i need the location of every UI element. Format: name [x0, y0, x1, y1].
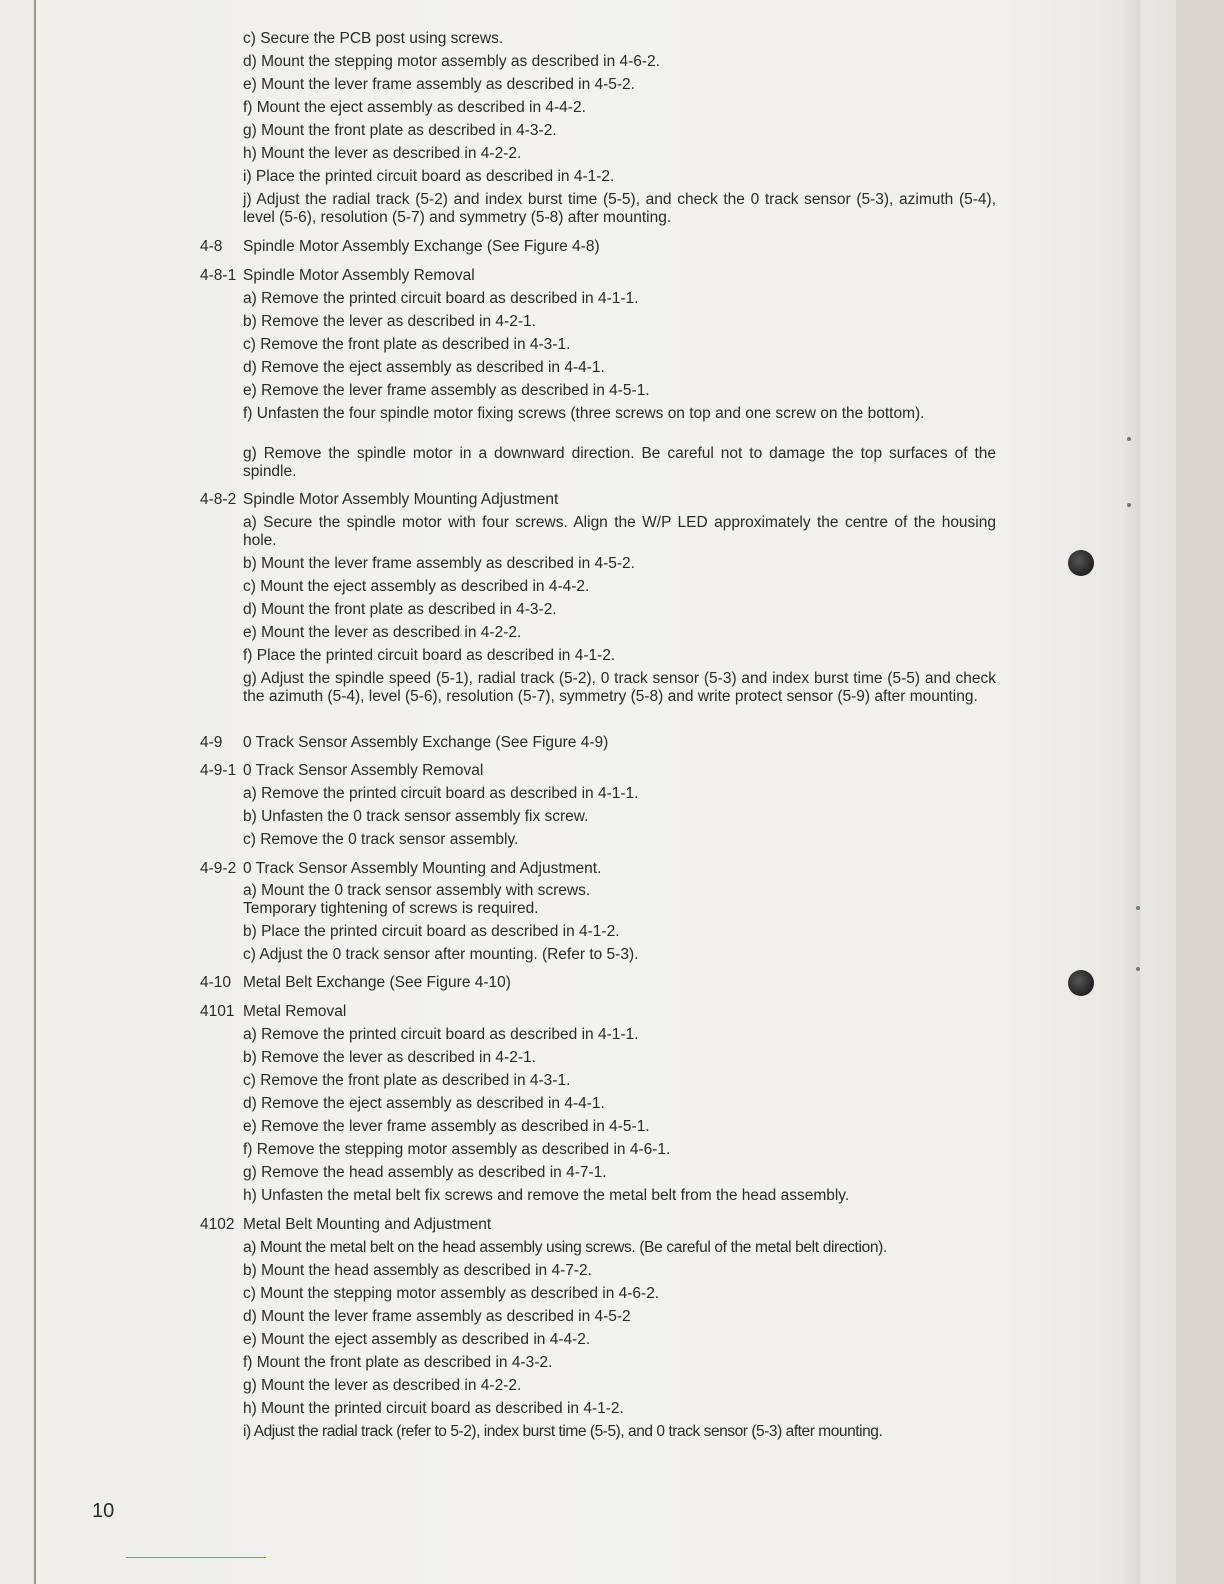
list-item: g) Remove the head assembly as described in 4-7-1.	[243, 1164, 607, 1181]
list-item: b) Place the printed circuit board as described in 4-1-2.	[243, 923, 620, 940]
list-item: j) Adjust the radial track (5-2) and index burst time (5-5), and check the 0 track sensor (5-3), azimuth (5-4), level (5-6), resolution (5-7) and symmetry (5-8) after mounting.	[243, 191, 996, 226]
list-item: d) Remove the eject assembly as described in 4-4-1.	[243, 359, 605, 376]
subsection-title: Metal Belt Mounting and Adjustment	[243, 1216, 492, 1233]
list-item: d) Mount the front plate as described in 4-3-2.	[243, 601, 557, 618]
list-item: i) Adjust the radial track (refer to 5-2), index burst time (5-5), and 0 track sensor (5-3) after mounting.	[243, 1423, 883, 1440]
list-item: c) Mount the stepping motor assembly as described in 4-6-2.	[243, 1285, 660, 1302]
list-item: e) Mount the lever as described in 4-2-2.	[243, 624, 522, 641]
subsection-title: Spindle Motor Assembly Removal	[243, 267, 475, 284]
speck	[1127, 437, 1131, 441]
speck	[1136, 906, 1140, 910]
list-item: a) Mount the metal belt on the head assembly using screws. (Be careful of the metal belt direction).	[243, 1239, 887, 1256]
page-right-margin	[1176, 0, 1224, 1584]
list-item: f) Mount the eject assembly as described in 4-4-2.	[243, 99, 586, 116]
subsection-number: 4-8-1	[200, 267, 237, 284]
list-item: e) Remove the lever frame assembly as described in 4-5-1.	[243, 382, 650, 399]
list-item: c) Mount the eject assembly as described in 4-4-2.	[243, 578, 590, 595]
list-item: a) Remove the printed circuit board as described in 4-1-1.	[243, 785, 639, 802]
list-item: c) Remove the 0 track sensor assembly.	[243, 831, 519, 848]
list-item: a) Mount the 0 track sensor assembly with screws.	[243, 882, 591, 899]
list-item: d) Mount the lever frame assembly as described in 4-5-2	[243, 1308, 631, 1325]
subsection-number: 4-9-2	[200, 860, 237, 877]
list-item: c) Remove the front plate as described in 4-3-1.	[243, 336, 571, 353]
list-item: b) Unfasten the 0 track sensor assembly fix screw.	[243, 808, 589, 825]
subsection-title: 0 Track Sensor Assembly Removal	[243, 762, 484, 779]
subsection-number: 4-9-1	[200, 762, 237, 779]
list-item: h) Mount the lever as described in 4-2-2.	[243, 145, 522, 162]
list-item: c) Secure the PCB post using screws.	[243, 30, 504, 47]
list-item: a) Secure the spindle motor with four screws. Align the W/P LED approximately the centre of the housing hole.	[243, 514, 996, 549]
section-title: 0 Track Sensor Assembly Exchange (See Figure 4-9)	[243, 734, 609, 751]
subsection-title: 0 Track Sensor Assembly Mounting and Adjustment.	[243, 860, 602, 877]
list-item: g) Mount the front plate as described in 4-3-2.	[243, 122, 557, 139]
footer-rule	[126, 1557, 266, 1558]
list-item: e) Mount the eject assembly as described in 4-4-2.	[243, 1331, 591, 1348]
subsection-number: 4-8-2	[200, 491, 237, 508]
list-item: b) Remove the lever as described in 4-2-1.	[243, 1049, 536, 1066]
list-item: b) Remove the lever as described in 4-2-1.	[243, 313, 536, 330]
list-item: b) Mount the lever frame assembly as described in 4-5-2.	[243, 555, 635, 572]
list-item: c) Remove the front plate as described in 4-3-1.	[243, 1072, 571, 1089]
list-item: e) Remove the lever frame assembly as described in 4-5-1.	[243, 1118, 650, 1135]
subsection-title: Spindle Motor Assembly Mounting Adjustment	[243, 491, 559, 508]
list-item: d) Remove the eject assembly as described in 4-4-1.	[243, 1095, 605, 1112]
page-fold-shadow	[1120, 0, 1140, 1584]
list-item: f) Remove the stepping motor assembly as described in 4-6-1.	[243, 1141, 671, 1158]
speck	[1136, 967, 1140, 971]
subsection-number: 4101	[200, 1003, 235, 1020]
section-title: Metal Belt Exchange (See Figure 4-10)	[243, 974, 511, 991]
section-title: Spindle Motor Assembly Exchange (See Figure 4-8)	[243, 238, 600, 255]
page-number: 10	[92, 1500, 115, 1522]
list-item: b) Mount the head assembly as described in 4-7-2.	[243, 1262, 592, 1279]
section-number: 4-10	[200, 974, 232, 991]
list-item: i) Place the printed circuit board as described in 4-1-2.	[243, 168, 615, 185]
list-item: g) Remove the spindle motor in a downward direction. Be careful not to damage the top surfaces of the spindle.	[243, 445, 996, 480]
page-left-edge	[34, 0, 36, 1584]
section-number: 4-8	[200, 238, 223, 255]
list-item: h) Unfasten the metal belt fix screws and remove the metal belt from the head assembly.	[243, 1187, 850, 1204]
list-item: f) Unfasten the four spindle motor fixing screws (three screws on top and one screw on the bottom).	[243, 405, 925, 422]
list-item: g) Adjust the spindle speed (5-1), radial track (5-2), 0 track sensor (5-3) and index burst time (5-5) and check the azimuth (5-4), level (5-6), resolution (5-7), symmetry (5-8) and write protect sensor (5-9) after mounting.	[243, 670, 996, 705]
list-item: f) Mount the front plate as described in 4-3-2.	[243, 1354, 553, 1371]
subsection-title: Metal Removal	[243, 1003, 347, 1020]
subsection-number: 4102	[200, 1216, 235, 1233]
list-item: e) Mount the lever frame assembly as described in 4-5-2.	[243, 76, 635, 93]
list-item: f) Place the printed circuit board as described in 4-1-2.	[243, 647, 616, 664]
list-item: c) Adjust the 0 track sensor after mounting. (Refer to 5-3).	[243, 946, 639, 963]
binder-hole	[1068, 550, 1094, 576]
speck	[1127, 503, 1131, 507]
binder-hole	[1068, 970, 1094, 996]
list-item: h) Mount the printed circuit board as described in 4-1-2.	[243, 1400, 624, 1417]
section-number: 4-9	[200, 734, 223, 751]
list-item: a) Remove the printed circuit board as described in 4-1-1.	[243, 1026, 639, 1043]
list-item-continuation: Temporary tightening of screws is required.	[243, 900, 539, 917]
list-item: d) Mount the stepping motor assembly as described in 4-6-2.	[243, 53, 660, 70]
list-item: a) Remove the printed circuit board as described in 4-1-1.	[243, 290, 639, 307]
list-item: g) Mount the lever as described in 4-2-2.	[243, 1377, 522, 1394]
